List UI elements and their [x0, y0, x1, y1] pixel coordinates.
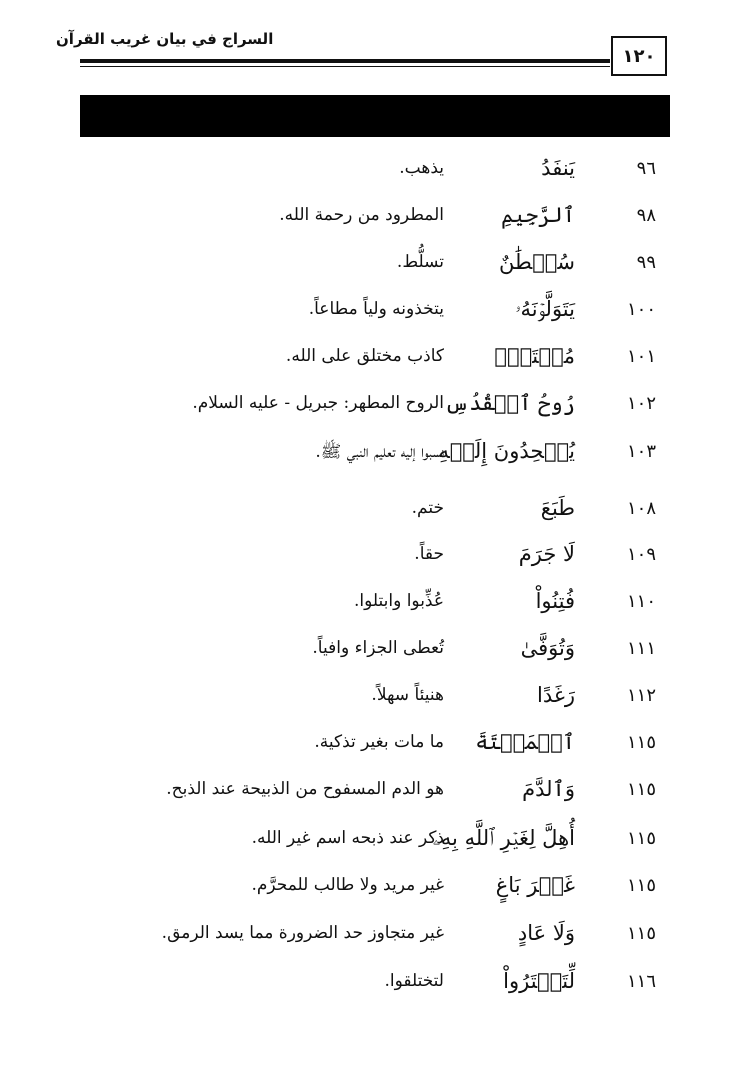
glossary-entry — [0, 385, 755, 425]
word-meaning: ختم. — [411, 498, 444, 518]
verse-number: ١٠٠ — [626, 299, 656, 320]
verse-number: ١١٥ — [626, 779, 656, 800]
quran-word: وَلَا عَادٍ — [517, 921, 575, 945]
word-meaning: غير مريد ولا طالب للمحرَّم. — [251, 875, 444, 895]
quran-word: سُلۡطَٰنٌ — [498, 250, 575, 274]
quran-word: وَتُوَفَّىٰ — [520, 636, 575, 660]
quran-word: يَتَوَلَّوۡنَهُۥ — [515, 297, 575, 321]
word-meaning: ما مات بغير تذكية. — [314, 732, 444, 752]
glossary-entry — [0, 150, 755, 190]
verse-number: ١١٥ — [626, 828, 656, 849]
word-meaning: هنيئاً سهلاً. — [371, 685, 444, 705]
quran-word: فُتِنُواْ — [535, 589, 575, 613]
running-title: السراج في بيان غريب القرآن — [56, 30, 274, 48]
word-meaning: ذكر عند ذبحه اسم غير الله. — [251, 828, 444, 848]
word-meaning: حقاً. — [414, 544, 444, 564]
glossary-entry — [0, 490, 755, 530]
word-meaning: يذهب. — [399, 158, 444, 178]
glossary-entry — [0, 197, 755, 237]
quran-word: طَبَعَ — [540, 496, 575, 520]
glossary-entry — [0, 338, 755, 378]
quran-word: رُوحُ ٱلۡقُدُسِ — [444, 391, 575, 415]
quran-word: أُهِلَّ لِغَيۡرِ ٱللَّهِ بِهِۦ — [432, 826, 575, 850]
verse-number: ١١٥ — [626, 875, 656, 896]
word-meaning: عُذِّبوا وابتلوا. — [353, 591, 444, 611]
quran-word: وَٱلدَّمَ — [522, 777, 575, 801]
quran-word: يُلۡحِدُونَ إِلَيۡهِ — [438, 439, 575, 463]
glossary-entry — [0, 630, 755, 670]
verse-number: ٩٨ — [636, 205, 656, 226]
word-meaning: الروح المطهر: جبريل - عليه السلام. — [192, 393, 444, 413]
word-meaning: نسبوا إليه تعليم النبي ﷺ. — [315, 442, 444, 462]
word-meaning: لتختلقوا. — [384, 971, 444, 991]
header-rule-thick — [80, 59, 610, 63]
verse-number: ١٠٣ — [626, 441, 656, 462]
glossary-entry — [0, 963, 755, 1003]
verse-number: ١١٥ — [626, 732, 656, 753]
glossary-entry — [0, 677, 755, 717]
verse-number: ١٠١ — [626, 346, 656, 367]
header-rule-thin — [80, 66, 610, 67]
word-meaning: هو الدم المسفوح من الذبيحة عند الذبح. — [166, 779, 444, 799]
glossary-entry — [0, 583, 755, 623]
quran-word: لِّتَفۡتَرُواْ — [503, 969, 575, 993]
verse-number: ٩٦ — [636, 158, 656, 179]
glossary-entry — [0, 867, 755, 907]
verse-number: ١١٥ — [626, 923, 656, 944]
quran-word: رَغَدًا — [537, 683, 575, 707]
quran-word: يَنفَدُ — [541, 156, 575, 180]
glossary-entry — [0, 536, 755, 576]
verse-number: ١٠٨ — [626, 498, 656, 519]
quran-word: ٱلرَّجِيمِ — [501, 203, 575, 227]
glossary-entry — [0, 771, 755, 811]
word-meaning: كاذب مختلق على الله. — [285, 346, 444, 366]
word-meaning: تسلُّط. — [396, 252, 444, 272]
quran-word: غَيۡرَ بَاغٍ — [495, 873, 575, 897]
word-meaning: المطرود من رحمة الله. — [279, 205, 444, 225]
verse-number: ١٠٩ — [626, 544, 656, 565]
verse-number: ٩٩ — [636, 252, 656, 273]
glossary-entry — [0, 433, 755, 473]
verse-number: ١١٠ — [626, 591, 656, 612]
quran-word: لَا جَرَمَ — [518, 542, 575, 566]
glossary-entry — [0, 915, 755, 955]
word-meaning: تُعطى الجزاء وافياً. — [312, 638, 444, 658]
verse-number: ١١٦ — [626, 971, 656, 992]
surah-title-band — [80, 95, 670, 137]
verse-number: ١٠٢ — [626, 393, 656, 414]
verse-number: ١١٢ — [626, 685, 656, 706]
quran-word: مُفۡتَرِۭ — [494, 344, 575, 368]
word-meaning: غير متجاوز حد الضرورة مما يسد الرمق. — [161, 923, 444, 943]
glossary-entry — [0, 820, 755, 860]
glossary-entry — [0, 291, 755, 331]
verse-number: ١١١ — [626, 638, 656, 659]
page-number: ١٢٠ — [611, 36, 667, 76]
quran-word: ٱلۡمَيۡتَةَ — [475, 730, 575, 754]
glossary-entry — [0, 724, 755, 764]
glossary-entry — [0, 244, 755, 284]
word-meaning: يتخذونه ولياً مطاعاً. — [308, 299, 444, 319]
